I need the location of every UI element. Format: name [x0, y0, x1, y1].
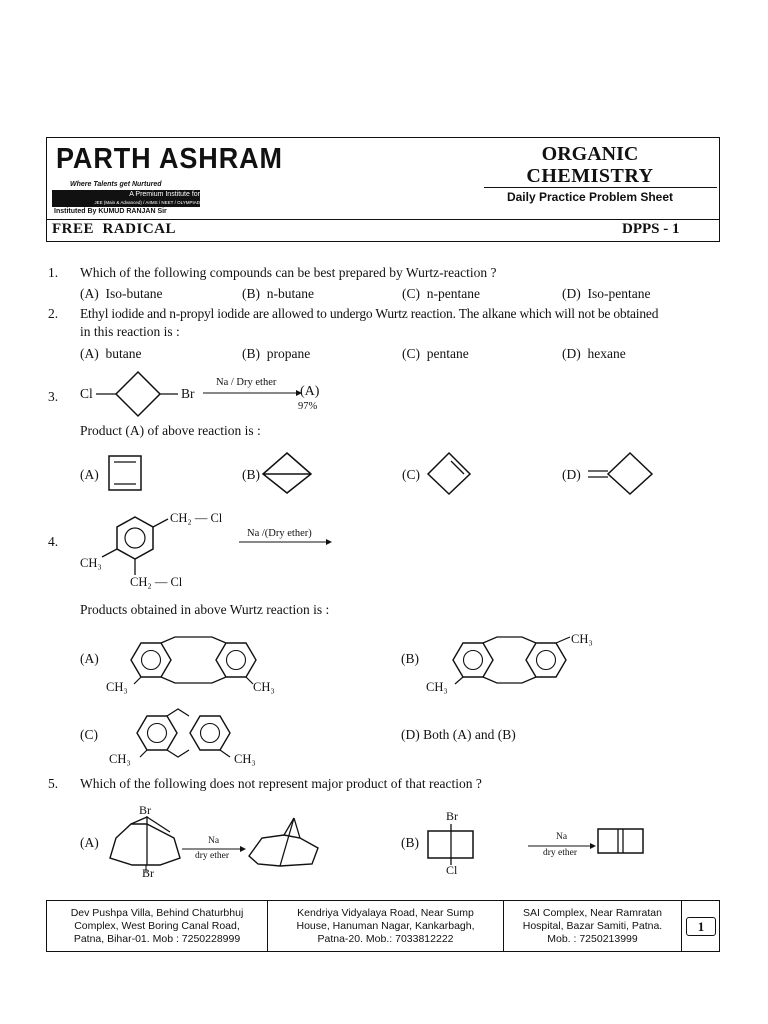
q5b-br-top: Br: [446, 809, 458, 823]
q5-option-b[interactable]: (B): [401, 835, 419, 850]
q1-option-d[interactable]: (D) Iso-pentane: [562, 286, 651, 301]
q5a-reagent-na: Na: [208, 836, 220, 846]
q5a-br-bottom: Br: [142, 866, 154, 880]
q3-option-a[interactable]: (A): [80, 467, 99, 482]
q3-cl-label: Cl: [80, 386, 93, 401]
q3-option-b[interactable]: (B): [242, 467, 260, 482]
q3-number: 3.: [48, 389, 59, 404]
page-number: 1: [686, 917, 716, 936]
q3-option-d[interactable]: (D): [562, 467, 581, 482]
logo-exams: JEE (Main & Advanced) / AIIMS / NEET / OLYMPIAD: [52, 199, 200, 207]
q2-option-a[interactable]: (A) butane: [80, 346, 142, 361]
footer-addr3-l1: SAI Complex, Near Ramratan: [523, 906, 662, 919]
footer-addr1-l1: Dev Pushpa Villa, Behind Chaturbhuj: [70, 906, 244, 919]
q4-sub-left: CH₃: [80, 556, 102, 570]
logo-premium: A Premium Institute for: [52, 190, 200, 199]
q4-sub-top: CH₂ — Cl: [170, 511, 223, 525]
footer-addr1-l2: Complex, West Boring Canal Road,: [74, 919, 240, 932]
q1-number: 1.: [48, 265, 59, 280]
logo-tagline: Where Talents get Nurtured: [70, 181, 162, 188]
logo-founder: Instituted By KUMUD RANJAN Sir: [54, 208, 167, 215]
subject-line1: ORGANIC: [541, 143, 639, 165]
q5b-cl-bottom: Cl: [446, 863, 458, 877]
q5a-br-top: Br: [139, 803, 151, 817]
q4-sub-bottom: CH₂ — Cl: [130, 575, 183, 589]
q4a-methyl-left: CH₃: [106, 680, 128, 694]
q1-text: Which of the following compounds can be best prepared by Wurtz-reaction ?: [80, 265, 497, 280]
q4b-methyl-left: CH₃: [426, 680, 448, 694]
q5a-reagent-ether: dry ether: [195, 851, 230, 861]
q4-option-d[interactable]: (D) Both (A) and (B): [401, 727, 516, 742]
q2-option-d[interactable]: (D) hexane: [562, 346, 626, 361]
q4-option-b[interactable]: (B): [401, 651, 419, 666]
q3-option-c[interactable]: (C): [402, 467, 420, 482]
q3-prompt: Product (A) of above reaction is :: [80, 423, 261, 438]
footer-divider-2: [503, 901, 504, 951]
footer-address-2: [269, 902, 502, 950]
q2-text-line1: Ethyl iodide and n-propyl iodide are allowed to undergo Wurtz reaction. The alkane which will not be obtained: [80, 306, 659, 321]
footer-addr3-l2: Hospital, Bazar Samiti, Patna.: [522, 919, 663, 932]
q1-option-b[interactable]: (B) n-butane: [242, 286, 314, 301]
q5b-reagent-na: Na: [556, 832, 568, 842]
topic-title: FREE RADICAL: [52, 221, 177, 237]
q4-option-a[interactable]: (A): [80, 651, 99, 666]
q2-option-b[interactable]: (B) propane: [242, 346, 311, 361]
logo-name: PARTH ASHRAM: [56, 143, 283, 175]
footer-divider-1: [267, 901, 268, 951]
q4c-methyl-right: CH₃: [234, 752, 256, 766]
subject-line2: CHEMISTRY: [526, 165, 654, 187]
q1-option-a[interactable]: (A) Iso-butane: [80, 286, 163, 301]
q4-number: 4.: [48, 534, 59, 549]
q4b-methyl-right: CH₃: [571, 632, 593, 646]
q4-prompt: Products obtained in above Wurtz reaction is :: [80, 602, 330, 617]
footer-addr1-l3: Patna, Bihar-01. Mob : 7250228999: [73, 932, 241, 945]
footer-address-1: [48, 902, 266, 950]
footer-addr2-l1: Kendriya Vidyalaya Road, Near Sump: [297, 906, 474, 919]
q4-reagent: Na /(Dry ether): [247, 528, 312, 539]
footer-addr3-l3: Mob. : 7250213999: [547, 932, 638, 945]
sheet-code: DPPS - 1: [622, 221, 680, 237]
q4a-methyl-right: CH₃: [253, 680, 275, 694]
q2-option-c[interactable]: (C) pentane: [402, 346, 469, 361]
footer-address-3: [505, 902, 680, 950]
q3-product-label: (A): [300, 384, 320, 399]
q2-number: 2.: [48, 306, 59, 321]
q3-br-label: Br: [181, 386, 195, 401]
q4-option-c[interactable]: (C): [80, 727, 98, 742]
q1-option-c[interactable]: (C) n-pentane: [402, 286, 480, 301]
footer-addr2-l3: Patna-20. Mob.: 7033812222: [317, 932, 454, 945]
q5-number: 5.: [48, 776, 59, 791]
q3-yield: 97%: [298, 401, 318, 412]
q2-text-line2: in this reaction is :: [80, 324, 180, 339]
footer-addr2-l2: House, Hanuman Nagar, Kankarbagh,: [296, 919, 475, 932]
sheet-type: Daily Practice Problem Sheet: [506, 190, 674, 204]
q3-reagent: Na / Dry ether: [216, 377, 277, 388]
footer-divider-3: [681, 901, 682, 951]
q4c-methyl-left: CH₃: [109, 752, 131, 766]
q5-option-a[interactable]: (A): [80, 835, 99, 850]
q5-text: Which of the following does not represent major product of that reaction ?: [80, 776, 482, 791]
q5b-reagent-ether: dry ether: [543, 848, 578, 858]
